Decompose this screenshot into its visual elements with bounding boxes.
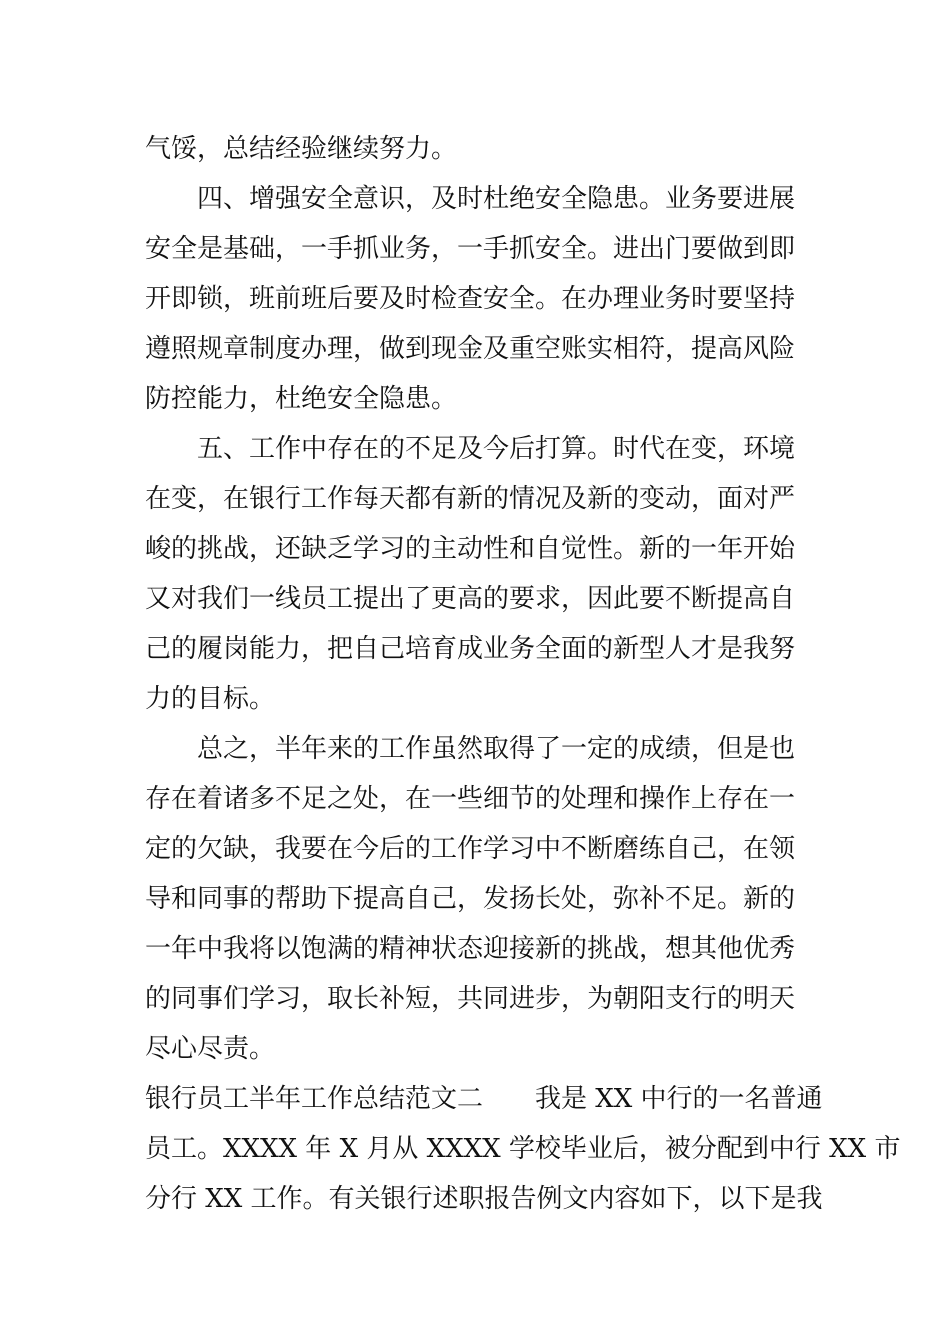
text-line: 峻的挑战，还缺乏学习的主动性和自觉性。新的一年开始 — [145, 534, 796, 564]
text-line: 存在着诸多不足之处，在一些细节的处理和操作上存在一 — [145, 784, 796, 814]
text-line: 尽心尽责。 — [145, 1034, 276, 1064]
text-line: 己的履岗能力，把自己培育成业务全面的新型人才是我努 — [145, 634, 796, 664]
text-line: 导和同事的帮助下提高自己，发扬长处，弥补不足。新的 — [145, 884, 796, 914]
text-line: 力的目标。 — [145, 684, 276, 714]
text-line: 又对我们一线员工提出了更高的要求，因此要不断提高自 — [145, 584, 796, 614]
text-line: 安全是基础，一手抓业务，一手抓安全。进出门要做到即 — [145, 234, 796, 264]
text-line: 员工。XXXX 年 X 月从 XXXX 学校毕业后，被分配到中行 XX 市 — [145, 1134, 901, 1164]
section-title-line: 银行员工半年工作总结范文二 我是 XX 中行的一名普通 — [145, 1084, 823, 1114]
text-line: 定的欠缺，我要在今后的工作学习中不断磨练自己，在领 — [145, 834, 796, 864]
text-line: 分行 XX 工作。有关银行述职报告例文内容如下，以下是我 — [145, 1184, 823, 1214]
document-body — [145, 124, 901, 1224]
text-line: 开即锁，班前班后要及时检查安全。在办理业务时要坚持 — [145, 284, 796, 314]
text-line: 一年中我将以饱满的精神状态迎接新的挑战，想其他优秀 — [145, 934, 796, 964]
paragraph-first-line: 总之，半年来的工作虽然取得了一定的成绩，但是也 — [197, 734, 796, 764]
paragraph-first-line: 四、增强安全意识，及时杜绝安全隐患。业务要进展 — [197, 184, 796, 214]
paragraph-first-line: 五、工作中存在的不足及今后打算。时代在变，环境 — [197, 434, 796, 464]
text-line: 气馁，总结经验继续努力。 — [145, 134, 458, 164]
text-line: 的同事们学习，取长补短，共同进步，为朝阳支行的明天 — [145, 984, 796, 1014]
text-line: 防控能力，杜绝安全隐患。 — [145, 384, 458, 414]
text-line: 遵照规章制度办理，做到现金及重空账实相符，提高风险 — [145, 334, 796, 364]
text-line: 在变，在银行工作每天都有新的情况及新的变动，面对严 — [145, 484, 796, 514]
